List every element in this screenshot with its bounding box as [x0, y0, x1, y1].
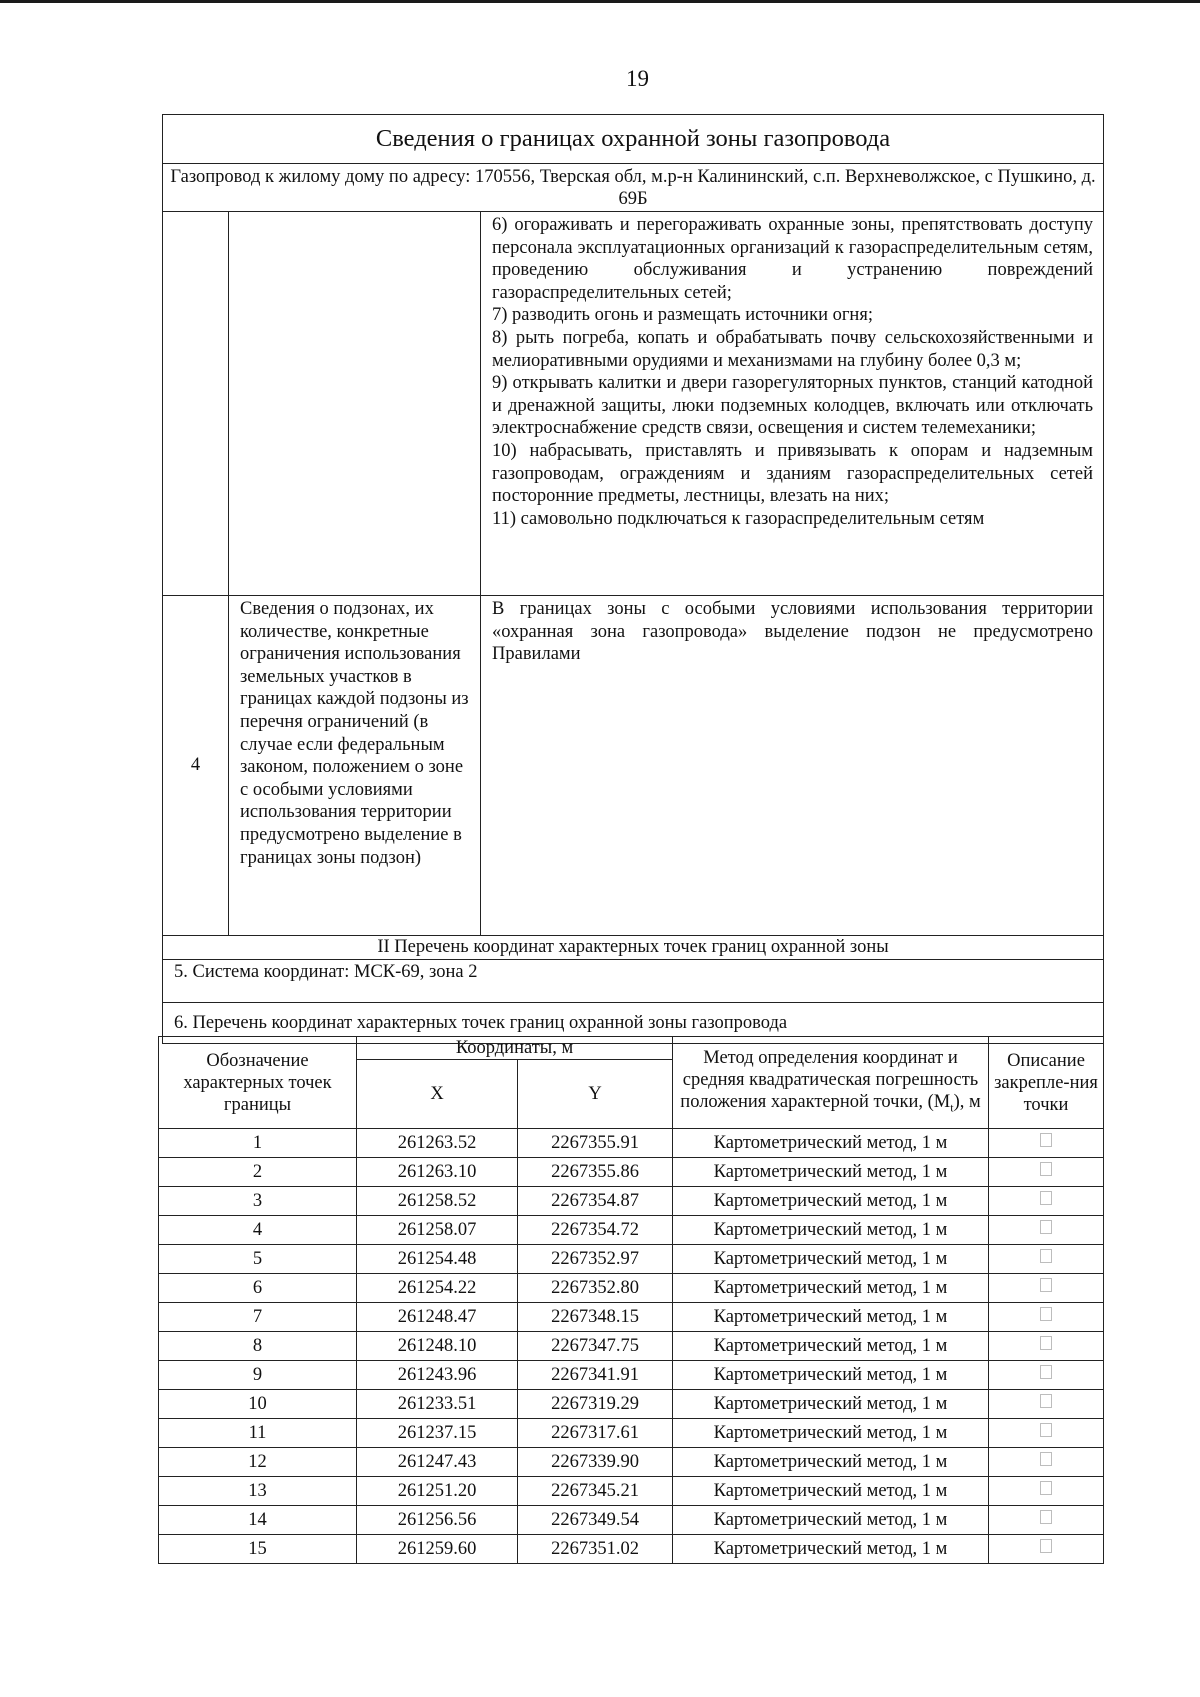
coord-y: 2267339.90: [518, 1448, 673, 1477]
page-number: 19: [626, 66, 649, 91]
header-coordinates: Координаты, м: [357, 1037, 673, 1060]
empty-checkbox-icon: [1040, 1394, 1052, 1408]
empty-checkbox-icon: [1040, 1133, 1052, 1147]
fixing-cell: [989, 1448, 1104, 1477]
coord-y: 2267351.02: [518, 1535, 673, 1564]
table-row: [159, 1158, 1104, 1187]
coord-method: Картометрический метод, 1 м: [673, 1187, 989, 1216]
fixing-cell: [989, 1216, 1104, 1245]
coord-x: 261248.10: [357, 1332, 518, 1361]
document-title: Сведения о границах охранной зоны газопровода: [163, 115, 1104, 164]
subzones-row: [163, 596, 1104, 936]
fixing-cell: [989, 1477, 1104, 1506]
coord-method: Картометрический метод, 1 м: [673, 1158, 989, 1187]
fixing-cell: [989, 1274, 1104, 1303]
empty-checkbox-icon: [1040, 1481, 1052, 1495]
restriction-item: 10) набрасывать, приставлять и привязывать к опорам и надземным газопроводам, ограждениям и зданиям газораспределительных сетей посторонние предметы, лестницы, влезать на них;: [492, 440, 1094, 507]
coord-y: 2267349.54: [518, 1506, 673, 1535]
empty-checkbox-icon: [1040, 1336, 1052, 1350]
empty-checkbox-icon: [1040, 1191, 1052, 1205]
point-number: 7: [159, 1303, 357, 1332]
table-row: [159, 1332, 1104, 1361]
coord-method: Картометрический метод, 1 м: [673, 1274, 989, 1303]
coord-y: 2267354.72: [518, 1216, 673, 1245]
coord-y: 2267355.91: [518, 1129, 673, 1158]
coord-method: Картометрический метод, 1 м: [673, 1303, 989, 1332]
section-2-title: II Перечень координат характерных точек границ охранной зоны: [163, 936, 1104, 960]
point-number: 10: [159, 1390, 357, 1419]
fixing-cell: [989, 1245, 1104, 1274]
header-y: Y: [518, 1060, 673, 1129]
table-row: [159, 1303, 1104, 1332]
coord-x: 261258.52: [357, 1187, 518, 1216]
empty-checkbox-icon: [1040, 1162, 1052, 1176]
coord-method: Картометрический метод, 1 м: [673, 1361, 989, 1390]
point-number: 5: [159, 1245, 357, 1274]
fixing-cell: [989, 1303, 1104, 1332]
header-method-tail: ), м: [953, 1091, 981, 1112]
point-number: 4: [159, 1216, 357, 1245]
coord-y: 2267352.97: [518, 1245, 673, 1274]
table-row: [159, 1187, 1104, 1216]
table-row: [159, 1245, 1104, 1274]
restrictions-list: [481, 212, 1104, 596]
coord-y: 2267345.21: [518, 1477, 673, 1506]
restriction-item: 11) самовольно подключаться к газораспределительным сетям: [492, 508, 985, 529]
fixing-cell: [989, 1158, 1104, 1187]
table-row: [159, 1216, 1104, 1245]
coord-y: 2267352.80: [518, 1274, 673, 1303]
coordinates-rows: [159, 1129, 1104, 1564]
coord-x: 261254.48: [357, 1245, 518, 1274]
point-number: 2: [159, 1158, 357, 1187]
coord-y: 2267341.91: [518, 1361, 673, 1390]
restriction-item: 7) разводить огонь и размещать источники огня;: [492, 305, 873, 326]
coord-method: Картометрический метод, 1 м: [673, 1129, 989, 1158]
table-row: [159, 1274, 1104, 1303]
coord-x: 261263.10: [357, 1158, 518, 1187]
restrictions-label-cell: [229, 212, 481, 596]
table-row: [159, 1448, 1104, 1477]
fixing-cell: [989, 1332, 1104, 1361]
empty-checkbox-icon: [1040, 1539, 1052, 1553]
coord-x: 261233.51: [357, 1390, 518, 1419]
empty-checkbox-icon: [1040, 1278, 1052, 1292]
coord-method: Картометрический метод, 1 м: [673, 1216, 989, 1245]
coord-x: 261247.43: [357, 1448, 518, 1477]
point-number: 12: [159, 1448, 357, 1477]
point-number: 13: [159, 1477, 357, 1506]
fixing-cell: [989, 1506, 1104, 1535]
coord-y: 2267317.61: [518, 1419, 673, 1448]
row-number: 4: [163, 596, 229, 936]
restrictions-row: [163, 212, 1104, 596]
point-number: 9: [159, 1361, 357, 1390]
coordinate-list-title: 6. Перечень координат характерных точек границ охранной зоны газопровода: [163, 1003, 1104, 1044]
coord-y: 2267354.87: [518, 1187, 673, 1216]
header-point: Обозначение характерных точек границы: [159, 1037, 357, 1129]
coord-x: 261243.96: [357, 1361, 518, 1390]
coord-y: 2267348.15: [518, 1303, 673, 1332]
empty-checkbox-icon: [1040, 1452, 1052, 1466]
fixing-cell: [989, 1419, 1104, 1448]
header-method-subscript: t: [950, 1100, 954, 1115]
restrictions-number-cell: [163, 212, 229, 596]
fixing-cell: [989, 1187, 1104, 1216]
coord-x: 261259.60: [357, 1535, 518, 1564]
coord-y: 2267355.86: [518, 1158, 673, 1187]
header-method-text: Метод определения координат и средняя квадратическая погрешность положения характерной точки, (M: [680, 1047, 979, 1112]
coordinates-table: [158, 1036, 1104, 1564]
subzones-value: В границах зоны с особыми условиями использования территории «охранная зона газопровода» выделение подзон не предусмотрено Правилами: [481, 596, 1104, 936]
empty-checkbox-icon: [1040, 1249, 1052, 1263]
point-number: 1: [159, 1129, 357, 1158]
empty-checkbox-icon: [1040, 1510, 1052, 1524]
pipeline-address: Газопровод к жилому дому по адресу: 170556, Тверская обл, м.р-н Калининский, с.п. Верхневолжское, с Пушкино, д. 69Б: [163, 164, 1104, 212]
coord-x: 261251.20: [357, 1477, 518, 1506]
empty-checkbox-icon: [1040, 1423, 1052, 1437]
point-number: 11: [159, 1419, 357, 1448]
coord-x: 261258.07: [357, 1216, 518, 1245]
coord-x: 261263.52: [357, 1129, 518, 1158]
coord-x: 261248.47: [357, 1303, 518, 1332]
table-row: [159, 1419, 1104, 1448]
fixing-cell: [989, 1535, 1104, 1564]
empty-checkbox-icon: [1040, 1307, 1052, 1321]
coord-method: Картометрический метод, 1 м: [673, 1448, 989, 1477]
coord-y: 2267347.75: [518, 1332, 673, 1361]
table-row: [159, 1390, 1104, 1419]
restriction-item: 9) открывать калитки и двери газорегуляторных пунктов, станций катодной и дренажной защиты, люки подземных колодцев, включать или отключать электроснабжение средств связи, освещения и систем телемеханики;: [492, 373, 1094, 439]
header-fixing: Описание закрепле-ния точки: [989, 1037, 1104, 1129]
header-method: [673, 1037, 989, 1129]
table-row: [159, 1361, 1104, 1390]
coord-x: 261254.22: [357, 1274, 518, 1303]
coord-method: Картометрический метод, 1 м: [673, 1506, 989, 1535]
fixing-cell: [989, 1361, 1104, 1390]
point-number: 8: [159, 1332, 357, 1361]
table-row: [159, 1535, 1104, 1564]
fixing-cell: [989, 1129, 1104, 1158]
point-number: 15: [159, 1535, 357, 1564]
coord-method: Картометрический метод, 1 м: [673, 1332, 989, 1361]
coord-x: 261237.15: [357, 1419, 518, 1448]
coord-method: Картометрический метод, 1 м: [673, 1477, 989, 1506]
table-row: [159, 1129, 1104, 1158]
empty-checkbox-icon: [1040, 1365, 1052, 1379]
subzones-label: Сведения о подзонах, их количестве, конкретные ограничения использования земельных участков в границах каждой подзоны из перечня ограничений (в случае если федеральным законом, положением о зоне с особыми условиями использования территории предусмотрено выделение в границах зоны подзон): [229, 596, 481, 936]
table-row: [159, 1506, 1104, 1535]
fixing-cell: [989, 1390, 1104, 1419]
zone-info-table: [162, 114, 1104, 1044]
restriction-item: 6) огораживать и перегораживать охранные зоны, препятствовать доступу персонала эксплуатационных организаций к газораспределительным сетям, проведению обслуживания и устранению повреждений газораспределительных сетей;: [492, 215, 1094, 303]
empty-checkbox-icon: [1040, 1220, 1052, 1234]
coord-x: 261256.56: [357, 1506, 518, 1535]
coordinate-system: 5. Система координат: МСК-69, зона 2: [163, 960, 1104, 1003]
table-row: [159, 1477, 1104, 1506]
point-number: 3: [159, 1187, 357, 1216]
coord-method: Картометрический метод, 1 м: [673, 1390, 989, 1419]
coord-method: Картометрический метод, 1 м: [673, 1535, 989, 1564]
header-x: X: [357, 1060, 518, 1129]
point-number: 6: [159, 1274, 357, 1303]
point-number: 14: [159, 1506, 357, 1535]
restriction-item: 8) рыть погреба, копать и обрабатывать почву сельскохозяйственными и мелиоративными орудиями и механизмами на глубину более 0,3 м;: [492, 327, 1094, 371]
coord-method: Картометрический метод, 1 м: [673, 1245, 989, 1274]
scan-top-edge: [0, 0, 1200, 3]
coord-y: 2267319.29: [518, 1390, 673, 1419]
coord-method: Картометрический метод, 1 м: [673, 1419, 989, 1448]
